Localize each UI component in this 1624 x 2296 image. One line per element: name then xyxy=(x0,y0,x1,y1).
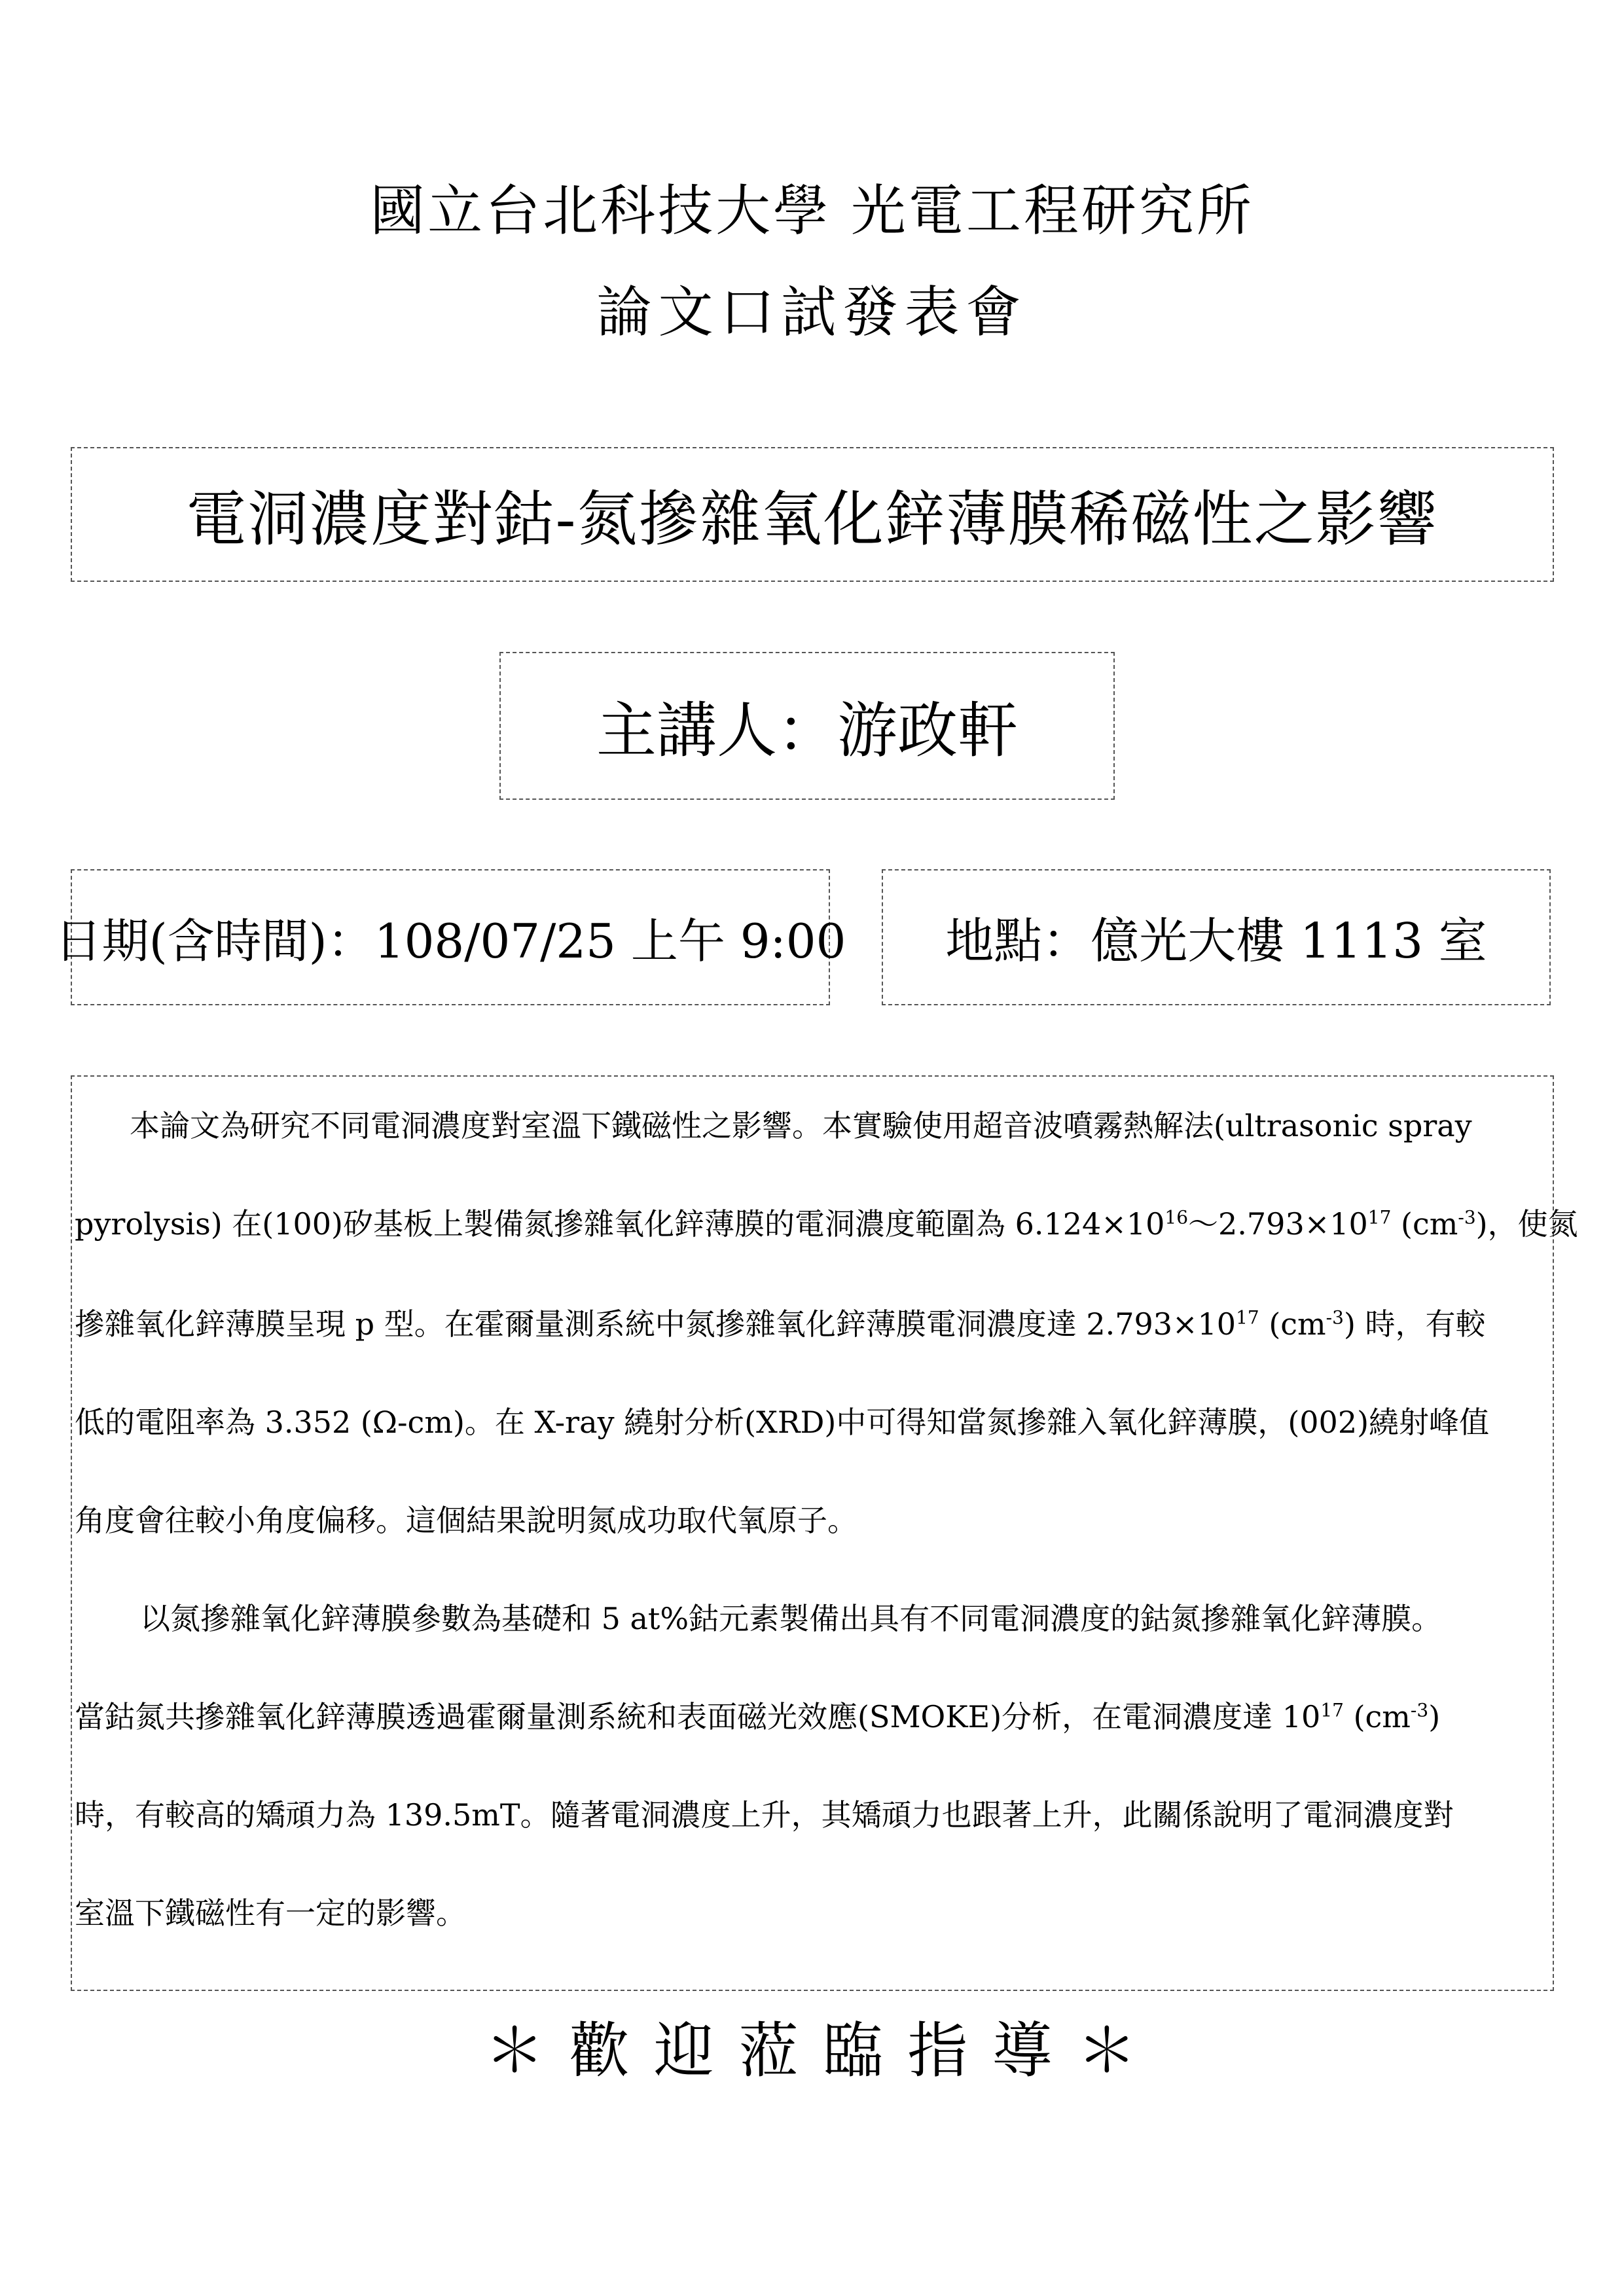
location: 地點：億光大樓 1113 室 xyxy=(945,913,1487,969)
abstract-line-4: 低的電阻率為 3.352 (Ω-cm)。在 X-ray 繞射分析(XRD)中可得知當氮摻雜入氧化鋅薄膜，(002)繞射峰值 xyxy=(75,1405,1490,1440)
abstract-line-7: 當鈷氮共摻雜氧化鋅薄膜透過霍爾量測系統和表面磁光效應(SMOKE)分析，在電洞濃度達 $10^{17}$ $(cm^{-3})$ xyxy=(75,1699,1441,1734)
date-box xyxy=(54,869,846,1005)
abstract-line-2: pyrolysis) 在(100)矽基板上製備氮摻雜氧化鋅薄膜的電洞濃度範圍為 $6.124\times 10^{16}\sim 2.793\times 10^{17}$ $(cm^{-3})$，使氮 xyxy=(75,1206,1578,1242)
header-institute: 國立台北科技大學 光電工程研究所 xyxy=(370,179,1254,243)
place-box xyxy=(882,869,1551,1005)
abstract-box xyxy=(71,1075,1578,1991)
abstract-line-3: 摻雜氧化鋅薄膜呈現 p 型。在霍爾量測系統中氮摻雜氧化鋅薄膜電洞濃度達 $2.793\times 10^{17}$ $(cm^{-3})$ 時，有較 xyxy=(75,1306,1486,1342)
speaker-box xyxy=(499,652,1115,800)
date-time: 日期(含時間)：108/07/25 上午 9:00 xyxy=(54,914,846,969)
welcome-message: ＊ 歡 迎 蒞 臨 指 導 ＊ xyxy=(484,2016,1140,2086)
header-event: 論文口試發表會 xyxy=(596,280,1028,344)
speaker-name: 主講人：游政軒 xyxy=(596,696,1018,766)
thesis-title-box xyxy=(71,447,1554,582)
abstract-line-8: 時，有較高的矯頑力為 139.5mT。隨著電洞濃度上升，其矯頑力也跟著上升，此關係說明了電洞濃度對 xyxy=(75,1797,1454,1833)
thesis-title: 電洞濃度對鈷-氮摻雜氧化鋅薄膜稀磁性之影響 xyxy=(186,484,1439,554)
abstract-line-9: 室溫下鐵磁性有一定的影響。 xyxy=(75,1895,466,1931)
abstract-line-1: 本論文為研究不同電洞濃度對室溫下鐵磁性之影響。本實驗使用超音波噴霧熱解法(ultrasonic spray xyxy=(130,1108,1472,1143)
abstract-line-5: 角度會往較小角度偏移。這個結果說明氮成功取代氧原子。 xyxy=(75,1503,857,1538)
abstract-line-6: 以氮摻雜氧化鋅薄膜參數為基礎和 5 at%鈷元素製備出具有不同電洞濃度的鈷氮摻雜氧化鋅薄膜。 xyxy=(140,1601,1442,1636)
